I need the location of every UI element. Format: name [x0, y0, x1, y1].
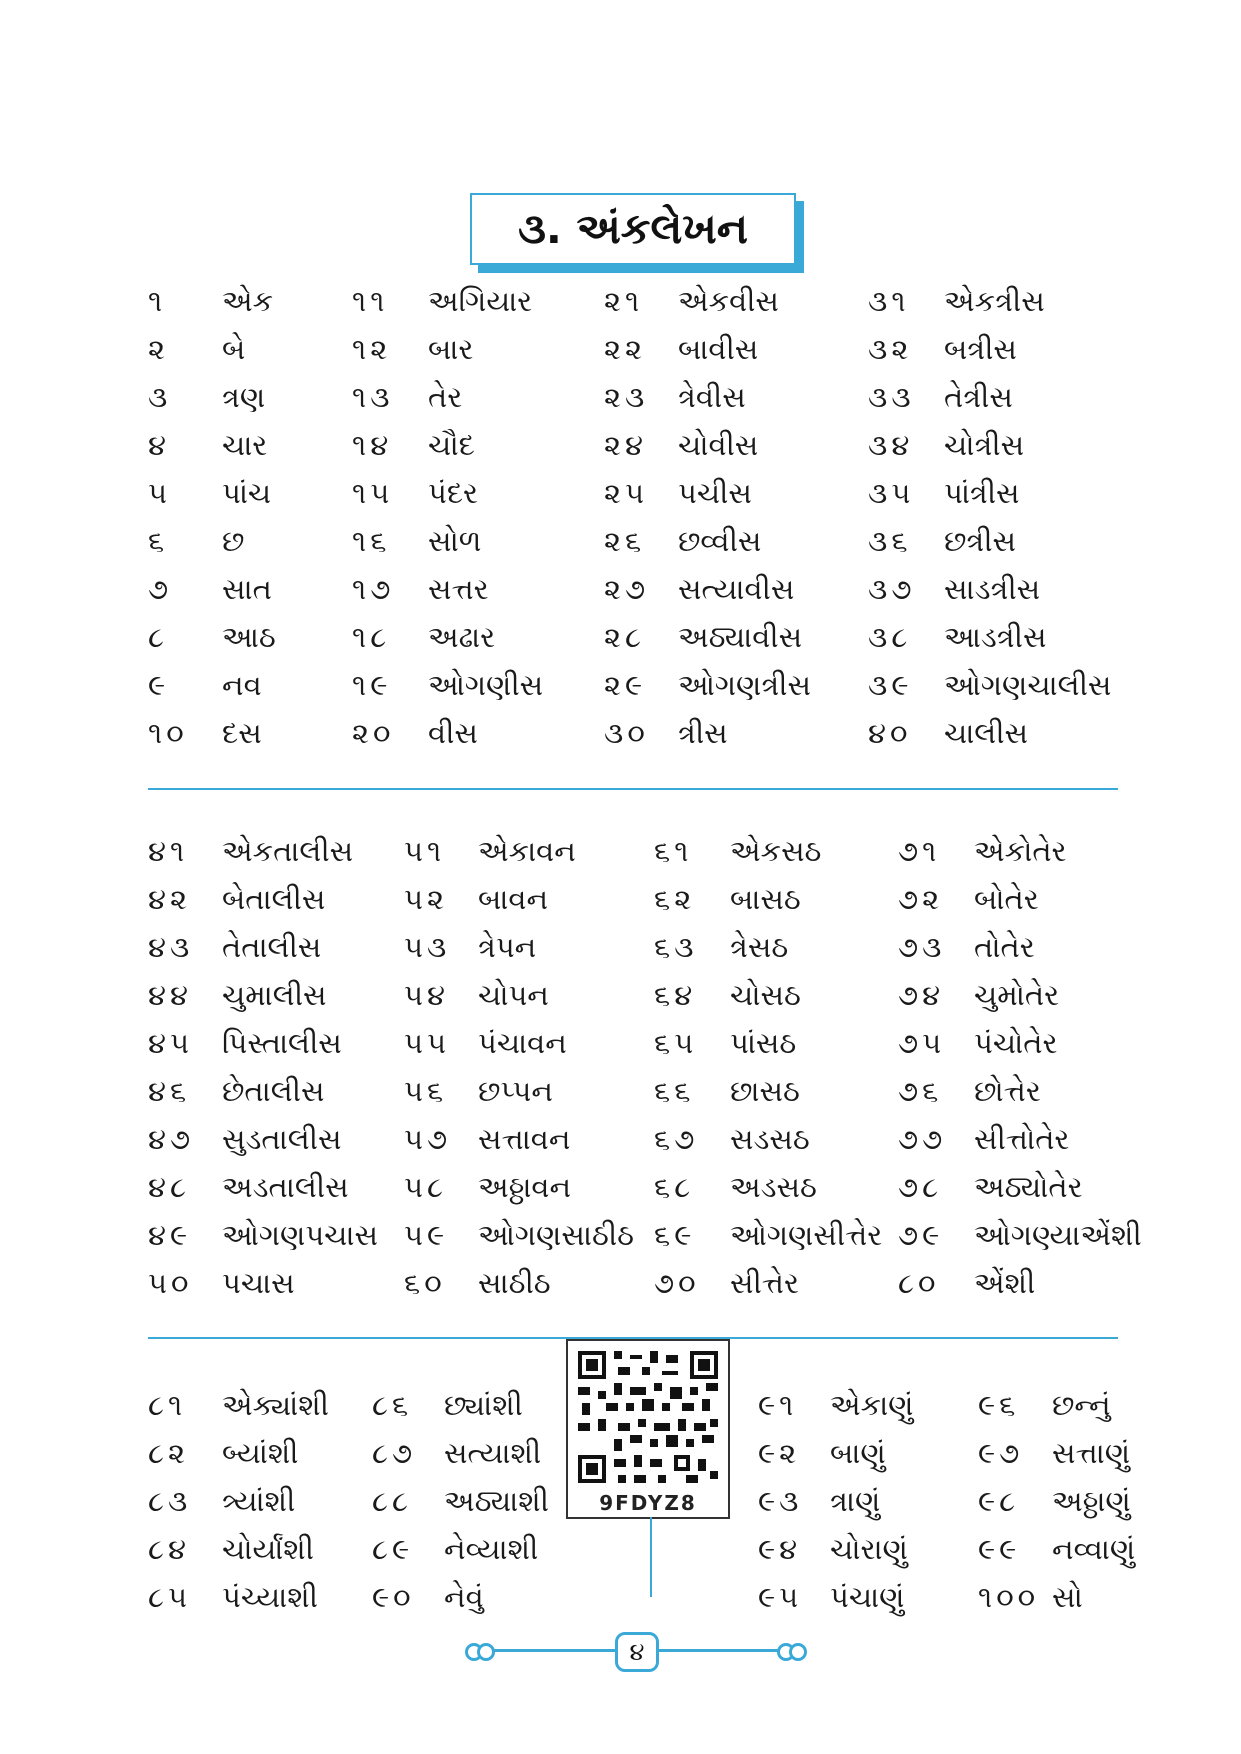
number-row	[0, 377, 1241, 417]
number-row	[0, 1577, 1241, 1617]
number-digits: ૫૫	[404, 1026, 451, 1060]
number-word: ઓગણ્યાએંશી	[974, 1218, 1142, 1252]
number-digits: ૩૮	[868, 620, 912, 654]
number-digits: ૮૦	[898, 1266, 940, 1300]
number-word: ચોત્રીસ	[944, 428, 1025, 462]
number-digits: ૩૦	[604, 716, 649, 750]
number-word: સોળ	[428, 524, 482, 558]
number-word: સત્યાશી	[444, 1436, 542, 1470]
number-digits: ૭૪	[898, 978, 945, 1012]
number-word: એકતાલીસ	[222, 834, 354, 868]
number-digits: ૪૯	[148, 1218, 192, 1252]
number-digits: ૪૦	[868, 716, 912, 750]
number-word: બાણું	[830, 1436, 886, 1470]
number-digits: ૯૨	[758, 1436, 801, 1470]
number-digits: ૭૫	[898, 1026, 946, 1060]
number-word: પંચાણું	[830, 1580, 905, 1614]
number-digits: ૪૫	[148, 1026, 194, 1060]
number-row	[0, 1263, 1241, 1303]
number-word: ઓગણચાલીસ	[944, 668, 1112, 702]
number-word: સાત	[222, 572, 272, 606]
number-word: સત્તર	[428, 572, 489, 606]
title-block	[470, 193, 796, 265]
number-word: ઓગણસાઠીઠ	[478, 1218, 634, 1252]
number-word: ચુમાલીસ	[222, 978, 327, 1012]
number-digits: ૧૪	[352, 428, 393, 462]
number-digits: ૬૯	[654, 1218, 696, 1252]
page-footer	[465, 1630, 805, 1670]
number-word: બ્યાંશી	[222, 1436, 299, 1470]
number-digits: ૫૧	[404, 834, 446, 868]
footer-line-left	[493, 1649, 617, 1652]
right-ring-icon	[789, 1643, 807, 1661]
number-word: એકોતેર	[974, 834, 1067, 868]
number-word: નવ	[222, 668, 262, 702]
number-digits: ૮૨	[148, 1436, 189, 1470]
number-word: એંશી	[974, 1266, 1036, 1300]
number-word: સીત્તોતેર	[974, 1122, 1070, 1156]
number-word: અડતાલીસ	[222, 1170, 349, 1204]
number-word: પિસ્તાલીસ	[222, 1026, 342, 1060]
number-digits: ૯૯	[978, 1532, 1021, 1566]
number-digits: ૭	[148, 572, 173, 606]
number-digits: ૫૪	[404, 978, 450, 1012]
number-digits: ૮૩	[148, 1484, 192, 1518]
left-ring-icon	[477, 1643, 495, 1661]
number-word: બેતાલીસ	[222, 882, 326, 916]
number-word: ઓગણસીત્તેર	[730, 1218, 883, 1252]
number-digits: ૧૮	[352, 620, 391, 654]
number-digits: ૨૨	[604, 332, 647, 366]
number-digits: ૧	[148, 284, 167, 318]
number-word: સીત્તેર	[730, 1266, 799, 1300]
number-digits: ૮	[148, 620, 168, 654]
number-digits: ૯૦	[372, 1580, 415, 1614]
number-digits: ૧૩	[352, 380, 394, 414]
number-row	[0, 281, 1241, 321]
number-digits: ૩૯	[868, 668, 913, 702]
number-digits: ૮૮	[372, 1484, 412, 1518]
number-digits: ૯૩	[758, 1484, 803, 1518]
number-word: તેતાલીસ	[222, 930, 322, 964]
number-word: છેતાલીસ	[222, 1074, 325, 1108]
number-digits: ૯૪	[758, 1532, 802, 1566]
number-digits: ૧૫	[352, 476, 394, 510]
number-digits: ૧૦	[148, 716, 188, 750]
number-word: દસ	[222, 716, 262, 750]
number-digits: ૬૫	[654, 1026, 698, 1060]
number-word: સાડત્રીસ	[944, 572, 1041, 606]
number-word: પાંસઠ	[730, 1026, 797, 1060]
number-word: ઓગણત્રીસ	[678, 668, 811, 702]
number-word: નેવું	[444, 1580, 484, 1614]
qr-connector-line	[650, 1517, 652, 1597]
qr-code-icon	[574, 1347, 722, 1487]
number-digits: ૯૬	[978, 1388, 1020, 1422]
number-digits: ૩૩	[868, 380, 915, 414]
number-digits: ૧૬	[352, 524, 391, 558]
number-word: ચોવીસ	[678, 428, 759, 462]
number-digits: ૭૦	[654, 1266, 700, 1300]
number-word: બાવન	[478, 882, 549, 916]
number-digits: ૩	[148, 380, 172, 414]
number-word: બાવીસ	[678, 332, 759, 366]
number-digits: ૭૭	[898, 1122, 947, 1156]
number-digits: ૯	[148, 668, 170, 702]
number-word: છ	[222, 524, 245, 558]
number-digits: ૩૧	[868, 284, 910, 318]
number-digits: ૭૮	[898, 1170, 943, 1204]
number-digits: ૯૧	[758, 1388, 798, 1422]
number-row	[0, 569, 1241, 609]
number-digits: ૨	[148, 332, 170, 366]
number-word: અઠ્યોતેર	[974, 1170, 1083, 1204]
qr-code[interactable]	[566, 1339, 730, 1519]
number-digits: ૫૩	[404, 930, 451, 964]
number-digits: ૨૬	[604, 524, 646, 558]
number-digits: ૬	[148, 524, 169, 558]
number-digits: ૧૯	[352, 668, 392, 702]
number-digits: ૯૮	[978, 1484, 1020, 1518]
number-word: બાર	[428, 332, 474, 366]
number-row	[0, 617, 1241, 657]
number-digits: ૨૮	[604, 620, 645, 654]
number-row	[0, 1167, 1241, 1207]
number-word: ત્રાણું	[830, 1484, 881, 1518]
number-word: ચૌદ	[428, 428, 475, 462]
number-row	[0, 1071, 1241, 1111]
number-digits: ૭૨	[898, 882, 944, 916]
number-word: છપ્પન	[478, 1074, 553, 1108]
number-word: અડસઠ	[730, 1170, 817, 1204]
number-word: બત્રીસ	[944, 332, 1017, 366]
number-word: સત્તાણું	[1052, 1436, 1131, 1470]
number-word: છવ્વીસ	[678, 524, 762, 558]
number-word: છાસઠ	[730, 1074, 800, 1108]
number-word: ચુમોતેર	[974, 978, 1060, 1012]
number-word: અઠ્યાશી	[444, 1484, 549, 1518]
number-word: ત્રણ	[222, 380, 266, 414]
number-digits: ૩૨	[868, 332, 913, 366]
number-word: આડત્રીસ	[944, 620, 1047, 654]
number-digits: ૯૭	[978, 1436, 1024, 1470]
number-digits: ૫૬	[404, 1074, 448, 1108]
number-word: ચોપન	[478, 978, 549, 1012]
number-digits: ૬૧	[654, 834, 693, 868]
number-digits: ૨૫	[604, 476, 649, 510]
number-word: બોતેર	[974, 882, 1039, 916]
number-row	[0, 665, 1241, 705]
number-row	[0, 425, 1241, 465]
number-digits: ૩૭	[868, 572, 916, 606]
number-digits: ૫૭	[404, 1122, 452, 1156]
number-word: પંચ્યાશી	[222, 1580, 318, 1614]
number-word: અઠ્ઠાણું	[1052, 1484, 1131, 1518]
number-row	[0, 1119, 1241, 1159]
number-word: એકસઠ	[730, 834, 822, 868]
number-word: સાઠીઠ	[478, 1266, 551, 1300]
number-digits: ૫૮	[404, 1170, 448, 1204]
number-digits: ૭૯	[898, 1218, 944, 1252]
number-word: એકત્રીસ	[944, 284, 1045, 318]
number-digits: ૫૦	[148, 1266, 193, 1300]
number-digits: ૪૬	[148, 1074, 191, 1108]
number-word: એકવીસ	[678, 284, 779, 318]
number-digits: ૧૨	[352, 332, 392, 366]
number-row	[0, 1023, 1241, 1063]
divider-1	[148, 788, 1118, 790]
number-word: છત્રીસ	[944, 524, 1017, 558]
number-digits: ૩૬	[868, 524, 912, 558]
number-digits: ૮૫	[148, 1580, 192, 1614]
number-word: અગિયાર	[428, 284, 533, 318]
number-word: અઢાર	[428, 620, 496, 654]
number-word: સત્તાવન	[478, 1122, 571, 1156]
number-digits: ૮૯	[372, 1532, 414, 1566]
number-word: પંદર	[428, 476, 479, 510]
number-word: બાસઠ	[730, 882, 801, 916]
number-digits: ૫૨	[404, 882, 449, 916]
number-word: સડસઠ	[730, 1122, 810, 1156]
number-digits: ૮૪	[148, 1532, 190, 1566]
number-word: પચીસ	[678, 476, 752, 510]
number-word: પંચોતેર	[974, 1026, 1058, 1060]
number-row	[0, 975, 1241, 1015]
number-digits: ૪૮	[148, 1170, 190, 1204]
number-digits: ૮૬	[372, 1388, 413, 1422]
number-digits: ૭૧	[898, 834, 941, 868]
number-word: ચાર	[222, 428, 268, 462]
number-row	[0, 927, 1241, 967]
number-digits: ૧૧	[352, 284, 389, 318]
number-word: ત્રીસ	[678, 716, 728, 750]
number-digits: ૨૦	[352, 716, 395, 750]
number-word: ત્ર્યાંશી	[222, 1484, 296, 1518]
number-digits: ૩૪	[868, 428, 914, 462]
number-digits: ૮૧	[148, 1388, 187, 1422]
number-digits: ૪	[148, 428, 170, 462]
number-digits: ૨૩	[604, 380, 649, 414]
footer-line-right	[659, 1649, 783, 1652]
number-digits: ૬૬	[654, 1074, 695, 1108]
number-digits: ૬૦	[404, 1266, 446, 1300]
number-word: ત્રેસઠ	[730, 930, 789, 964]
number-digits: ૯૫	[758, 1580, 803, 1614]
number-digits: ૬૮	[654, 1170, 695, 1204]
number-word: છોત્તેર	[974, 1074, 1041, 1108]
number-word: છ્યાંશી	[444, 1388, 523, 1422]
qr-code-label: 9FDYZ8	[599, 1491, 697, 1515]
number-word: વીસ	[428, 716, 478, 750]
page-title: ૩. અંકલેખન	[470, 193, 796, 265]
number-digits: ૬૭	[654, 1122, 699, 1156]
number-word: ઓગણપચાસ	[222, 1218, 378, 1252]
number-word: એકાવન	[478, 834, 576, 868]
number-word: એકાણું	[830, 1388, 914, 1422]
number-word: ચોસઠ	[730, 978, 801, 1012]
number-word: ચોર્યાંશી	[222, 1532, 314, 1566]
number-row	[0, 1215, 1241, 1255]
number-word: નેવ્યાશી	[444, 1532, 539, 1566]
number-word: બે	[222, 332, 246, 366]
number-digits: ૧૦૦	[978, 1580, 1040, 1614]
number-word: નવ્વાણું	[1052, 1532, 1136, 1566]
number-word: આઠ	[222, 620, 276, 654]
number-word: સુડતાલીસ	[222, 1122, 342, 1156]
number-word: પચાસ	[222, 1266, 295, 1300]
number-row	[0, 521, 1241, 561]
number-word: પંચાવન	[478, 1026, 567, 1060]
number-word: અઠ્યાવીસ	[678, 620, 803, 654]
number-digits: ૬૪	[654, 978, 697, 1012]
number-digits: ૭૬	[898, 1074, 943, 1108]
number-digits: ૮૭	[372, 1436, 417, 1470]
number-word: ઓગણીસ	[428, 668, 544, 702]
number-word: અઠ્ઠાવન	[478, 1170, 572, 1204]
number-word: એક્યાંશી	[222, 1388, 329, 1422]
number-digits: ૪૪	[148, 978, 192, 1012]
number-word: ત્રેપન	[478, 930, 537, 964]
number-digits: ૪૩	[148, 930, 194, 964]
number-digits: ૩૫	[868, 476, 915, 510]
number-word: પાંત્રીસ	[944, 476, 1020, 510]
number-digits: ૬૨	[654, 882, 696, 916]
number-word: તેર	[428, 380, 463, 414]
number-word: પાંચ	[222, 476, 272, 510]
number-word: છન્નું	[1052, 1388, 1111, 1422]
number-digits: ૬૩	[654, 930, 698, 964]
number-word: તેત્રીસ	[944, 380, 1013, 414]
number-digits: ૭૩	[898, 930, 946, 964]
number-word: ચાલીસ	[944, 716, 1029, 750]
number-digits: ૪૨	[148, 882, 192, 916]
number-word: એક	[222, 284, 274, 318]
number-row	[0, 879, 1241, 919]
number-row	[0, 473, 1241, 513]
number-word: સો	[1052, 1580, 1083, 1614]
number-word: ચોરાણું	[830, 1532, 908, 1566]
number-word: ત્રેવીસ	[678, 380, 746, 414]
number-digits: ૧૭	[352, 572, 395, 606]
number-digits: ૨૧	[604, 284, 644, 318]
number-digits: ૨૭	[604, 572, 650, 606]
page-number: ૪	[615, 1632, 659, 1672]
number-row	[0, 1529, 1241, 1569]
number-word: તોતેર	[974, 930, 1035, 964]
number-digits: ૫	[148, 476, 172, 510]
number-digits: ૫૯	[404, 1218, 449, 1252]
number-digits: ૪૧	[148, 834, 189, 868]
number-word: સત્યાવીસ	[678, 572, 795, 606]
number-row	[0, 713, 1241, 753]
number-digits: ૨૯	[604, 668, 647, 702]
number-digits: ૨૪	[604, 428, 648, 462]
number-row	[0, 831, 1241, 871]
number-digits: ૪૭	[148, 1122, 195, 1156]
number-row	[0, 329, 1241, 369]
